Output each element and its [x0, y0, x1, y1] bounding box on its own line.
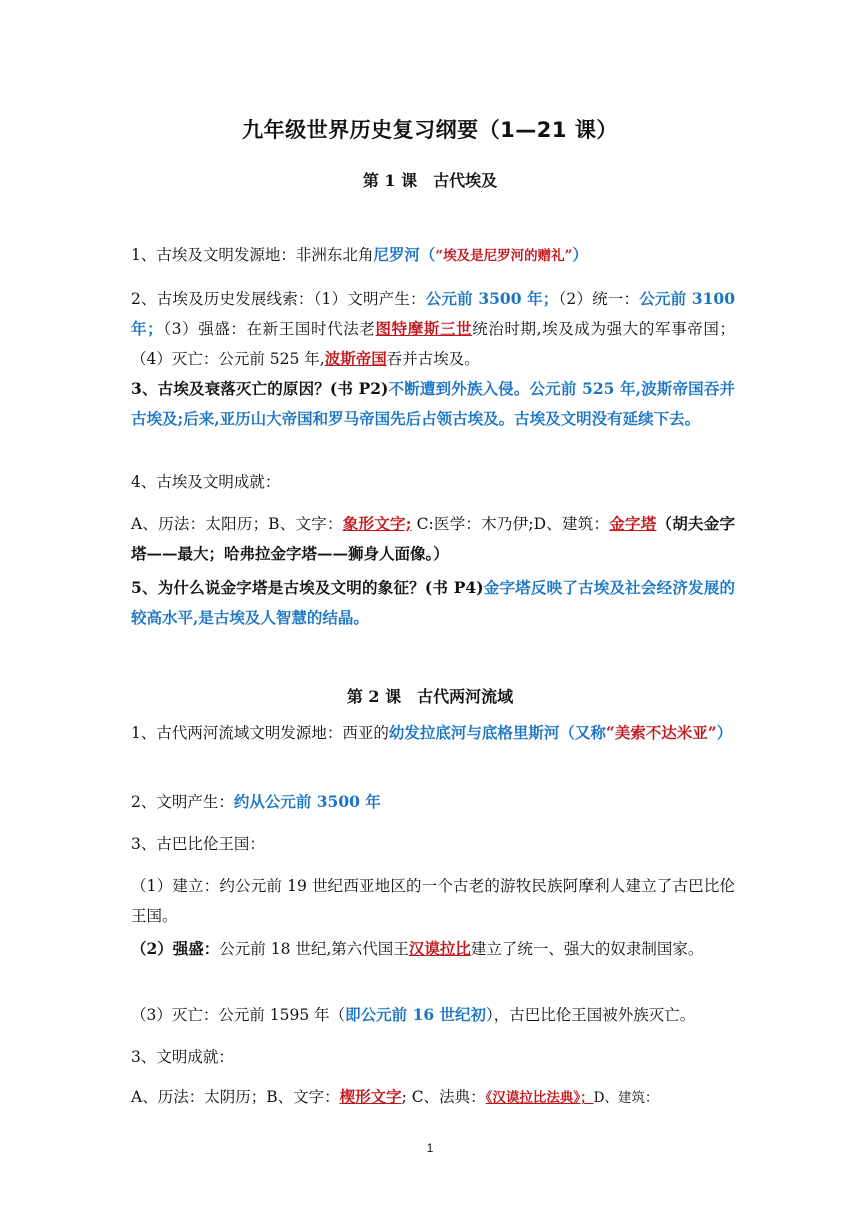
text: 吞并古埃及。 [386, 350, 480, 368]
text: 统治时期,埃及成为强大的军事帝国；（4）灭亡：公元前 525 年, [131, 320, 735, 368]
label: （2）强盛： [131, 939, 220, 958]
text: A、历法：太阳历；B、文字： [131, 515, 343, 533]
lesson2-item-2 [131, 787, 735, 817]
lesson1-item-6 [131, 573, 735, 633]
lesson2-item-6 [131, 1000, 735, 1030]
highlight-blue: 幼发拉底河与底格里斯河（又称 [388, 723, 606, 742]
text: A、历法：太阴历；B、文字： [131, 1088, 340, 1106]
answer: 不断遭到外族入侵。公元前 525 年,波斯帝国吞并古埃及;后来,亚历山大帝国和罗马帝国先后占领古埃及。古埃及文明没有延续下去。 [131, 379, 735, 428]
highlight-red: “美索不达米亚” [605, 723, 717, 742]
text: 1、古埃及文明发源地：非洲东北角 [131, 246, 374, 264]
question: 5、为什么说金字塔是古埃及文明的象征？(书 P4) [131, 578, 484, 597]
highlight-blue: 约从公元前 3500 年 [233, 792, 381, 811]
lesson2-item-7: 3、文明成就： [131, 1048, 234, 1066]
text: （胡夫金字塔——最大；哈弗拉金字塔——狮身人面像。） [131, 514, 735, 563]
text: 2、古埃及历史发展线索：（1）文明产生： [131, 290, 426, 308]
lesson1-item-4: 4、古埃及文明成就： [131, 473, 281, 491]
text: ），古巴比伦王国被外族灭亡。 [486, 1006, 696, 1024]
highlight-blue: 尼罗河（ [373, 245, 436, 264]
lesson2-heading: 第 2 课 古代两河流域 [346, 687, 514, 706]
answer: 金字塔反映了古埃及社会经济发展的较高水平,是古埃及人智慧的结晶。 [131, 578, 735, 627]
question: 3、古埃及衰落灭亡的原因？(书 P2) [131, 379, 389, 398]
highlight-red-underline: 楔形文字 [339, 1087, 402, 1106]
lesson2-item-5 [131, 934, 735, 964]
lesson1-item-1 [131, 240, 735, 271]
highlight-red-underline: 《汉谟拉比法典》； [485, 1090, 594, 1106]
text: C:医学：木乃伊;D、建筑： [411, 515, 610, 533]
text: 1、古代两河流域文明发源地：西亚的 [131, 724, 389, 742]
highlight-red-underline: 汉谟拉比 [408, 939, 471, 958]
page-number: 1 [426, 1141, 434, 1155]
lesson2-item-4: （1）建立：约公元前 19 世纪西亚地区的一个古老的游牧民族阿摩利人建立了古巴比伦王国。 [131, 877, 735, 925]
highlight-blue: 即公元前 16 世纪初 [345, 1005, 487, 1024]
highlight-blue: 公元前 3500 年； [425, 289, 559, 308]
page-title: 九年级世界历史复习纲要（1—21 课） [242, 118, 618, 142]
text: （3）强盛：在新王国时代法老 [162, 320, 376, 338]
highlight-blue: ） [716, 723, 733, 742]
highlight-red-underline: 象形文字; [342, 514, 412, 533]
highlight-red-underline: 金字塔 [609, 514, 657, 533]
text: D、建筑： [593, 1090, 659, 1106]
text: ; C、法典： [401, 1088, 486, 1106]
text: （2）统一： [558, 290, 640, 308]
lesson1-heading: 第 1 课 古代埃及 [362, 171, 498, 190]
text: 公元前 18 世纪,第六代国王 [219, 940, 409, 958]
text: 2、文明产生： [131, 793, 234, 811]
lesson1-item-5 [131, 509, 735, 569]
highlight-red-underline: 图特摩斯三世 [375, 319, 473, 338]
highlight-blue: 公元前 3100 年； [131, 289, 735, 338]
lesson1-item-3 [131, 374, 735, 434]
lesson2-item-1 [131, 718, 735, 748]
highlight-blue: ） [572, 245, 588, 264]
highlight-red-underline: 波斯帝国 [324, 349, 387, 368]
lesson2-item-8 [131, 1082, 735, 1113]
lesson1-item-2 [131, 284, 735, 374]
highlight-red: “埃及是尼罗河的赠礼” [435, 248, 573, 264]
lesson2-item-3: 3、古巴比伦王国： [131, 835, 265, 853]
text: 建立了统一、强大的奴隶制国家。 [470, 940, 704, 958]
text: （3）灭亡：公元前 1595 年（ [131, 1006, 346, 1024]
